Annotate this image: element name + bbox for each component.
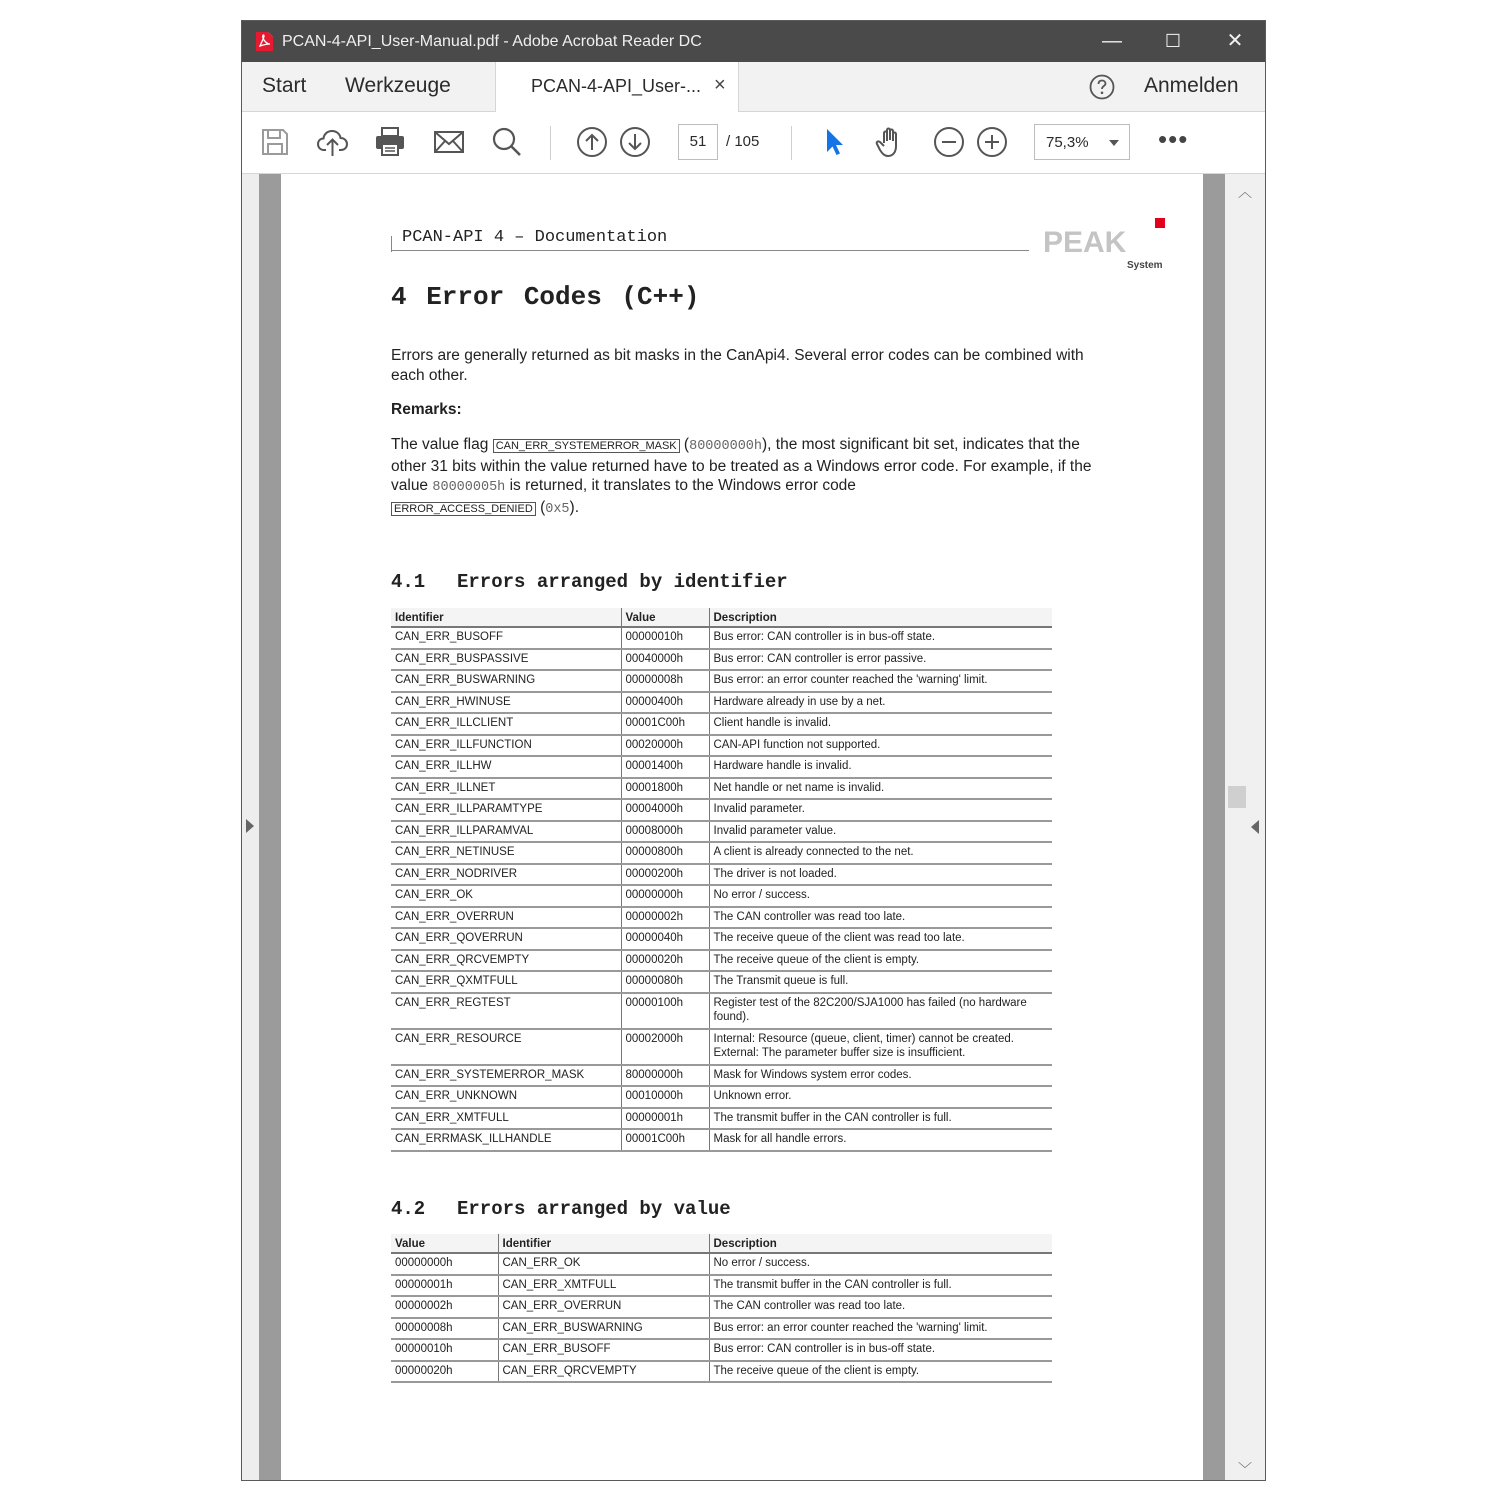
- header-rule: [391, 250, 1029, 251]
- table-cell: The driver is not loaded.: [709, 864, 1052, 886]
- table-cell: 00001C00h: [621, 713, 709, 735]
- peak-system-logo: [1041, 218, 1171, 274]
- table-cell: The receive queue of the client was read too late.: [709, 928, 1052, 950]
- table-cell: The receive queue of the client is empty.: [709, 1361, 1052, 1383]
- more-tools-icon[interactable]: •••: [1158, 124, 1189, 154]
- table-cell: CAN_ERR_BUSOFF: [498, 1339, 709, 1361]
- toolbar: [242, 112, 1265, 174]
- table-cell: CAN_ERR_OVERRUN: [498, 1296, 709, 1318]
- table-cell: 00000010h: [621, 627, 709, 649]
- table-cell: Bus error: CAN controller is in bus-off state.: [709, 627, 1052, 649]
- table-cell: No error / success.: [709, 1253, 1052, 1275]
- errors-by-value-table: [391, 1234, 1052, 1383]
- table-row: [391, 1029, 1052, 1065]
- table-cell: CAN_ERR_QRCVEMPTY: [498, 1361, 709, 1383]
- table-cell: CAN_ERR_ILLHW: [391, 756, 621, 778]
- table-header: Description: [709, 1234, 1052, 1253]
- table-row: [391, 907, 1052, 929]
- table-cell: 80000000h: [621, 1065, 709, 1087]
- win-code-link[interactable]: ERROR_ACCESS_DENIED: [391, 502, 536, 516]
- pdf-file-icon: [254, 31, 274, 52]
- table-cell: CAN_ERR_ILLNET: [391, 778, 621, 800]
- flag-link[interactable]: CAN_ERR_SYSTEMERROR_MASK: [493, 439, 680, 453]
- table-cell: Unknown error.: [709, 1086, 1052, 1108]
- start-tab[interactable]: Start: [262, 74, 307, 97]
- acrobat-window: [241, 20, 1266, 1481]
- table-header: Identifier: [498, 1234, 709, 1253]
- table-cell: 00000100h: [621, 993, 709, 1029]
- table-cell: CAN_ERR_HWINUSE: [391, 692, 621, 714]
- pdf-page: [281, 174, 1203, 1480]
- document-tab[interactable]: [495, 62, 739, 112]
- table-cell: CAN_ERR_RESOURCE: [391, 1029, 621, 1065]
- section-heading: 4.2 Errors arranged by value: [391, 1198, 731, 1220]
- table-cell: 00000800h: [621, 842, 709, 864]
- document-viewport: [242, 174, 1265, 1480]
- table-row: [391, 1129, 1052, 1151]
- vertical-scrollbar[interactable]: [1225, 174, 1265, 1480]
- page-number-input[interactable]: 51: [678, 124, 718, 160]
- table-cell: Internal: Resource (queue, client, timer) cannot be created. External: The parameter buffer size is insufficient.: [709, 1029, 1052, 1065]
- document-header: PCAN-API 4 – Documentation: [402, 228, 668, 247]
- table-row: [391, 1108, 1052, 1130]
- select-cursor-icon[interactable]: [817, 125, 851, 159]
- table-cell: CAN_ERR_ILLPARAMVAL: [391, 821, 621, 843]
- table-cell: 00000001h: [621, 1108, 709, 1130]
- next-page-icon[interactable]: [618, 125, 652, 159]
- table-header: Description: [709, 608, 1052, 627]
- table-cell: CAN_ERR_OVERRUN: [391, 907, 621, 929]
- close-button[interactable]: ✕: [1226, 30, 1244, 52]
- table-cell: Hardware already in use by a net.: [709, 692, 1052, 714]
- table-header: Value: [391, 1234, 498, 1253]
- document-tab-label: PCAN-4-API_User-...: [531, 76, 702, 96]
- scrollbar-thumb[interactable]: [1228, 786, 1246, 808]
- table-row: [391, 735, 1052, 757]
- minimize-button[interactable]: —: [1102, 30, 1122, 52]
- help-icon[interactable]: [1089, 74, 1115, 100]
- window-title: PCAN-4-API_User-Manual.pdf - Adobe Acrobat Reader DC: [282, 33, 702, 50]
- table-row: [391, 928, 1052, 950]
- search-icon[interactable]: [490, 125, 524, 159]
- table-cell: A client is already connected to the net.: [709, 842, 1052, 864]
- chevron-down-icon: [1109, 140, 1119, 146]
- table-cell: CAN_ERR_OK: [498, 1253, 709, 1275]
- table-cell: Bus error: CAN controller is in bus-off state.: [709, 1339, 1052, 1361]
- maximize-button[interactable]: ☐: [1164, 31, 1182, 51]
- table-cell: The transmit buffer in the CAN controller is full.: [709, 1108, 1052, 1130]
- table-cell: CAN_ERR_NETINUSE: [391, 842, 621, 864]
- print-icon[interactable]: [373, 125, 407, 159]
- toolbar-separator: [791, 126, 792, 160]
- save-icon[interactable]: [258, 125, 292, 159]
- table-row: [391, 1361, 1052, 1383]
- table-cell: 00000020h: [621, 950, 709, 972]
- table-cell: 00020000h: [621, 735, 709, 757]
- previous-page-icon[interactable]: [575, 125, 609, 159]
- scroll-up-icon[interactable]: ︿: [1238, 184, 1252, 200]
- table-row: [391, 778, 1052, 800]
- chapter-title: 4 Error Codes (C++): [391, 282, 700, 312]
- table-cell: 00010000h: [621, 1086, 709, 1108]
- table-cell: 00000400h: [621, 692, 709, 714]
- table-cell: The receive queue of the client is empty.: [709, 950, 1052, 972]
- table-cell: CAN_ERR_QRCVEMPTY: [391, 950, 621, 972]
- table-row: [391, 1275, 1052, 1297]
- errors-by-identifier-table: [391, 608, 1052, 1152]
- table-row: [391, 1065, 1052, 1087]
- table-row: [391, 821, 1052, 843]
- table-cell: 00000080h: [621, 971, 709, 993]
- table-header: Identifier: [391, 608, 621, 627]
- remark-paragraph: The value flag CAN_ERR_SYSTEMERROR_MASK (80000000h), the most significant bit set, indicates that the other 31 bits within the value returned have to be treated as a Windows error code. For example, if the value 80000005h is returned, it translates to the Windows error code ERROR_ACCESS_DENIED (0x5).: [391, 436, 1092, 517]
- table-cell: 00000001h: [391, 1275, 498, 1297]
- table-row: [391, 1253, 1052, 1275]
- table-cell: 00000002h: [621, 907, 709, 929]
- table-row: [391, 1296, 1052, 1318]
- table-cell: CAN_ERR_NODRIVER: [391, 864, 621, 886]
- table-cell: 00000200h: [621, 864, 709, 886]
- expand-right-pane-icon[interactable]: [1251, 820, 1259, 834]
- table-row: [391, 627, 1052, 649]
- email-icon[interactable]: [432, 125, 466, 159]
- intro-paragraph: Errors are generally returned as bit masks in the CanApi4. Several error codes can be combined with each other.: [391, 347, 1084, 384]
- expand-left-pane-icon: [246, 819, 254, 833]
- table-cell: Client handle is invalid.: [709, 713, 1052, 735]
- table-cell: Hardware handle is invalid.: [709, 756, 1052, 778]
- table-row: [391, 799, 1052, 821]
- table-header: Value: [621, 608, 709, 627]
- table-cell: 00001C00h: [621, 1129, 709, 1151]
- table-cell: 00004000h: [621, 799, 709, 821]
- table-row: [391, 885, 1052, 907]
- zoom-in-icon[interactable]: [975, 125, 1009, 159]
- table-cell: 00040000h: [621, 649, 709, 671]
- table-cell: The transmit buffer in the CAN controller is full.: [709, 1275, 1052, 1297]
- table-row: [391, 670, 1052, 692]
- table-cell: CAN_ERR_QXMTFULL: [391, 971, 621, 993]
- table-cell: 00008000h: [621, 821, 709, 843]
- zoom-value: 75,3%: [1046, 134, 1089, 151]
- table-cell: 00000008h: [621, 670, 709, 692]
- table-cell: 00000040h: [621, 928, 709, 950]
- table-row: [391, 971, 1052, 993]
- signin-button[interactable]: Anmelden: [1144, 74, 1239, 97]
- svg-text:PEAK: PEAK: [1043, 226, 1127, 259]
- tools-tab[interactable]: Werkzeuge: [345, 74, 451, 97]
- remarks-label: Remarks:: [391, 401, 462, 418]
- table-row: [391, 713, 1052, 735]
- table-cell: Invalid parameter.: [709, 799, 1052, 821]
- table-cell: CAN_ERR_BUSPASSIVE: [391, 649, 621, 671]
- table-cell: CAN_ERR_ILLPARAMTYPE: [391, 799, 621, 821]
- zoom-select[interactable]: [1034, 124, 1130, 160]
- close-tab-icon[interactable]: ×: [714, 74, 726, 96]
- scroll-down-icon[interactable]: ﹀: [1238, 1461, 1252, 1477]
- table-cell: Bus error: CAN controller is error passive.: [709, 649, 1052, 671]
- table-row: [391, 1086, 1052, 1108]
- table-row: [391, 692, 1052, 714]
- table-cell: The Transmit queue is full.: [709, 971, 1052, 993]
- table-cell: CAN_ERR_BUSOFF: [391, 627, 621, 649]
- table-cell: Register test of the 82C200/SJA1000 has failed (no hardware found).: [709, 993, 1052, 1029]
- table-cell: No error / success.: [709, 885, 1052, 907]
- table-cell: CAN_ERR_ILLFUNCTION: [391, 735, 621, 757]
- table-row: [391, 756, 1052, 778]
- table-row: [391, 1339, 1052, 1361]
- table-cell: The CAN controller was read too late.: [709, 1296, 1052, 1318]
- table-cell: CAN_ERRMASK_ILLHANDLE: [391, 1129, 621, 1151]
- table-cell: Invalid parameter value.: [709, 821, 1052, 843]
- page-total: / 105: [726, 133, 760, 150]
- toolbar-separator: [550, 126, 551, 160]
- zoom-out-icon[interactable]: [932, 125, 966, 159]
- table-cell: 00000020h: [391, 1361, 498, 1383]
- table-row: [391, 864, 1052, 886]
- table-cell: CAN_ERR_UNKNOWN: [391, 1086, 621, 1108]
- table-cell: Net handle or net name is invalid.: [709, 778, 1052, 800]
- table-row: [391, 950, 1052, 972]
- table-cell: The CAN controller was read too late.: [709, 907, 1052, 929]
- table-cell: 00000002h: [391, 1296, 498, 1318]
- table-cell: 00000000h: [391, 1253, 498, 1275]
- table-row: [391, 842, 1052, 864]
- section-heading: 4.1 Errors arranged by identifier: [391, 571, 788, 593]
- table-cell: 00001400h: [621, 756, 709, 778]
- svg-text:System: System: [1127, 260, 1163, 271]
- table-cell: 00000008h: [391, 1318, 498, 1340]
- left-pane-toggle[interactable]: [242, 174, 259, 1480]
- table-cell: Mask for all handle errors.: [709, 1129, 1052, 1151]
- table-row: [391, 649, 1052, 671]
- table-cell: CAN_ERR_REGTEST: [391, 993, 621, 1029]
- menu-bar: [242, 62, 1265, 112]
- table-row: [391, 1318, 1052, 1340]
- table-cell: 00000000h: [621, 885, 709, 907]
- table-cell: CAN_ERR_SYSTEMERROR_MASK: [391, 1065, 621, 1087]
- table-cell: CAN_ERR_ILLCLIENT: [391, 713, 621, 735]
- table-cell: CAN_ERR_QOVERRUN: [391, 928, 621, 950]
- table-cell: CAN-API function not supported.: [709, 735, 1052, 757]
- table-cell: Mask for Windows system error codes.: [709, 1065, 1052, 1087]
- table-cell: CAN_ERR_BUSWARNING: [391, 670, 621, 692]
- table-cell: CAN_ERR_OK: [391, 885, 621, 907]
- cloud-upload-icon[interactable]: [316, 125, 350, 159]
- table-cell: 00002000h: [621, 1029, 709, 1065]
- table-cell: Bus error: an error counter reached the 'warning' limit.: [709, 1318, 1052, 1340]
- table-cell: 00001800h: [621, 778, 709, 800]
- table-cell: CAN_ERR_XMTFULL: [391, 1108, 621, 1130]
- title-bar: [242, 21, 1265, 62]
- table-cell: Bus error: an error counter reached the 'warning' limit.: [709, 670, 1052, 692]
- table-cell: CAN_ERR_XMTFULL: [498, 1275, 709, 1297]
- table-row: [391, 993, 1052, 1029]
- table-cell: CAN_ERR_BUSWARNING: [498, 1318, 709, 1340]
- table-cell: 00000010h: [391, 1339, 498, 1361]
- hand-tool-icon[interactable]: [874, 125, 908, 159]
